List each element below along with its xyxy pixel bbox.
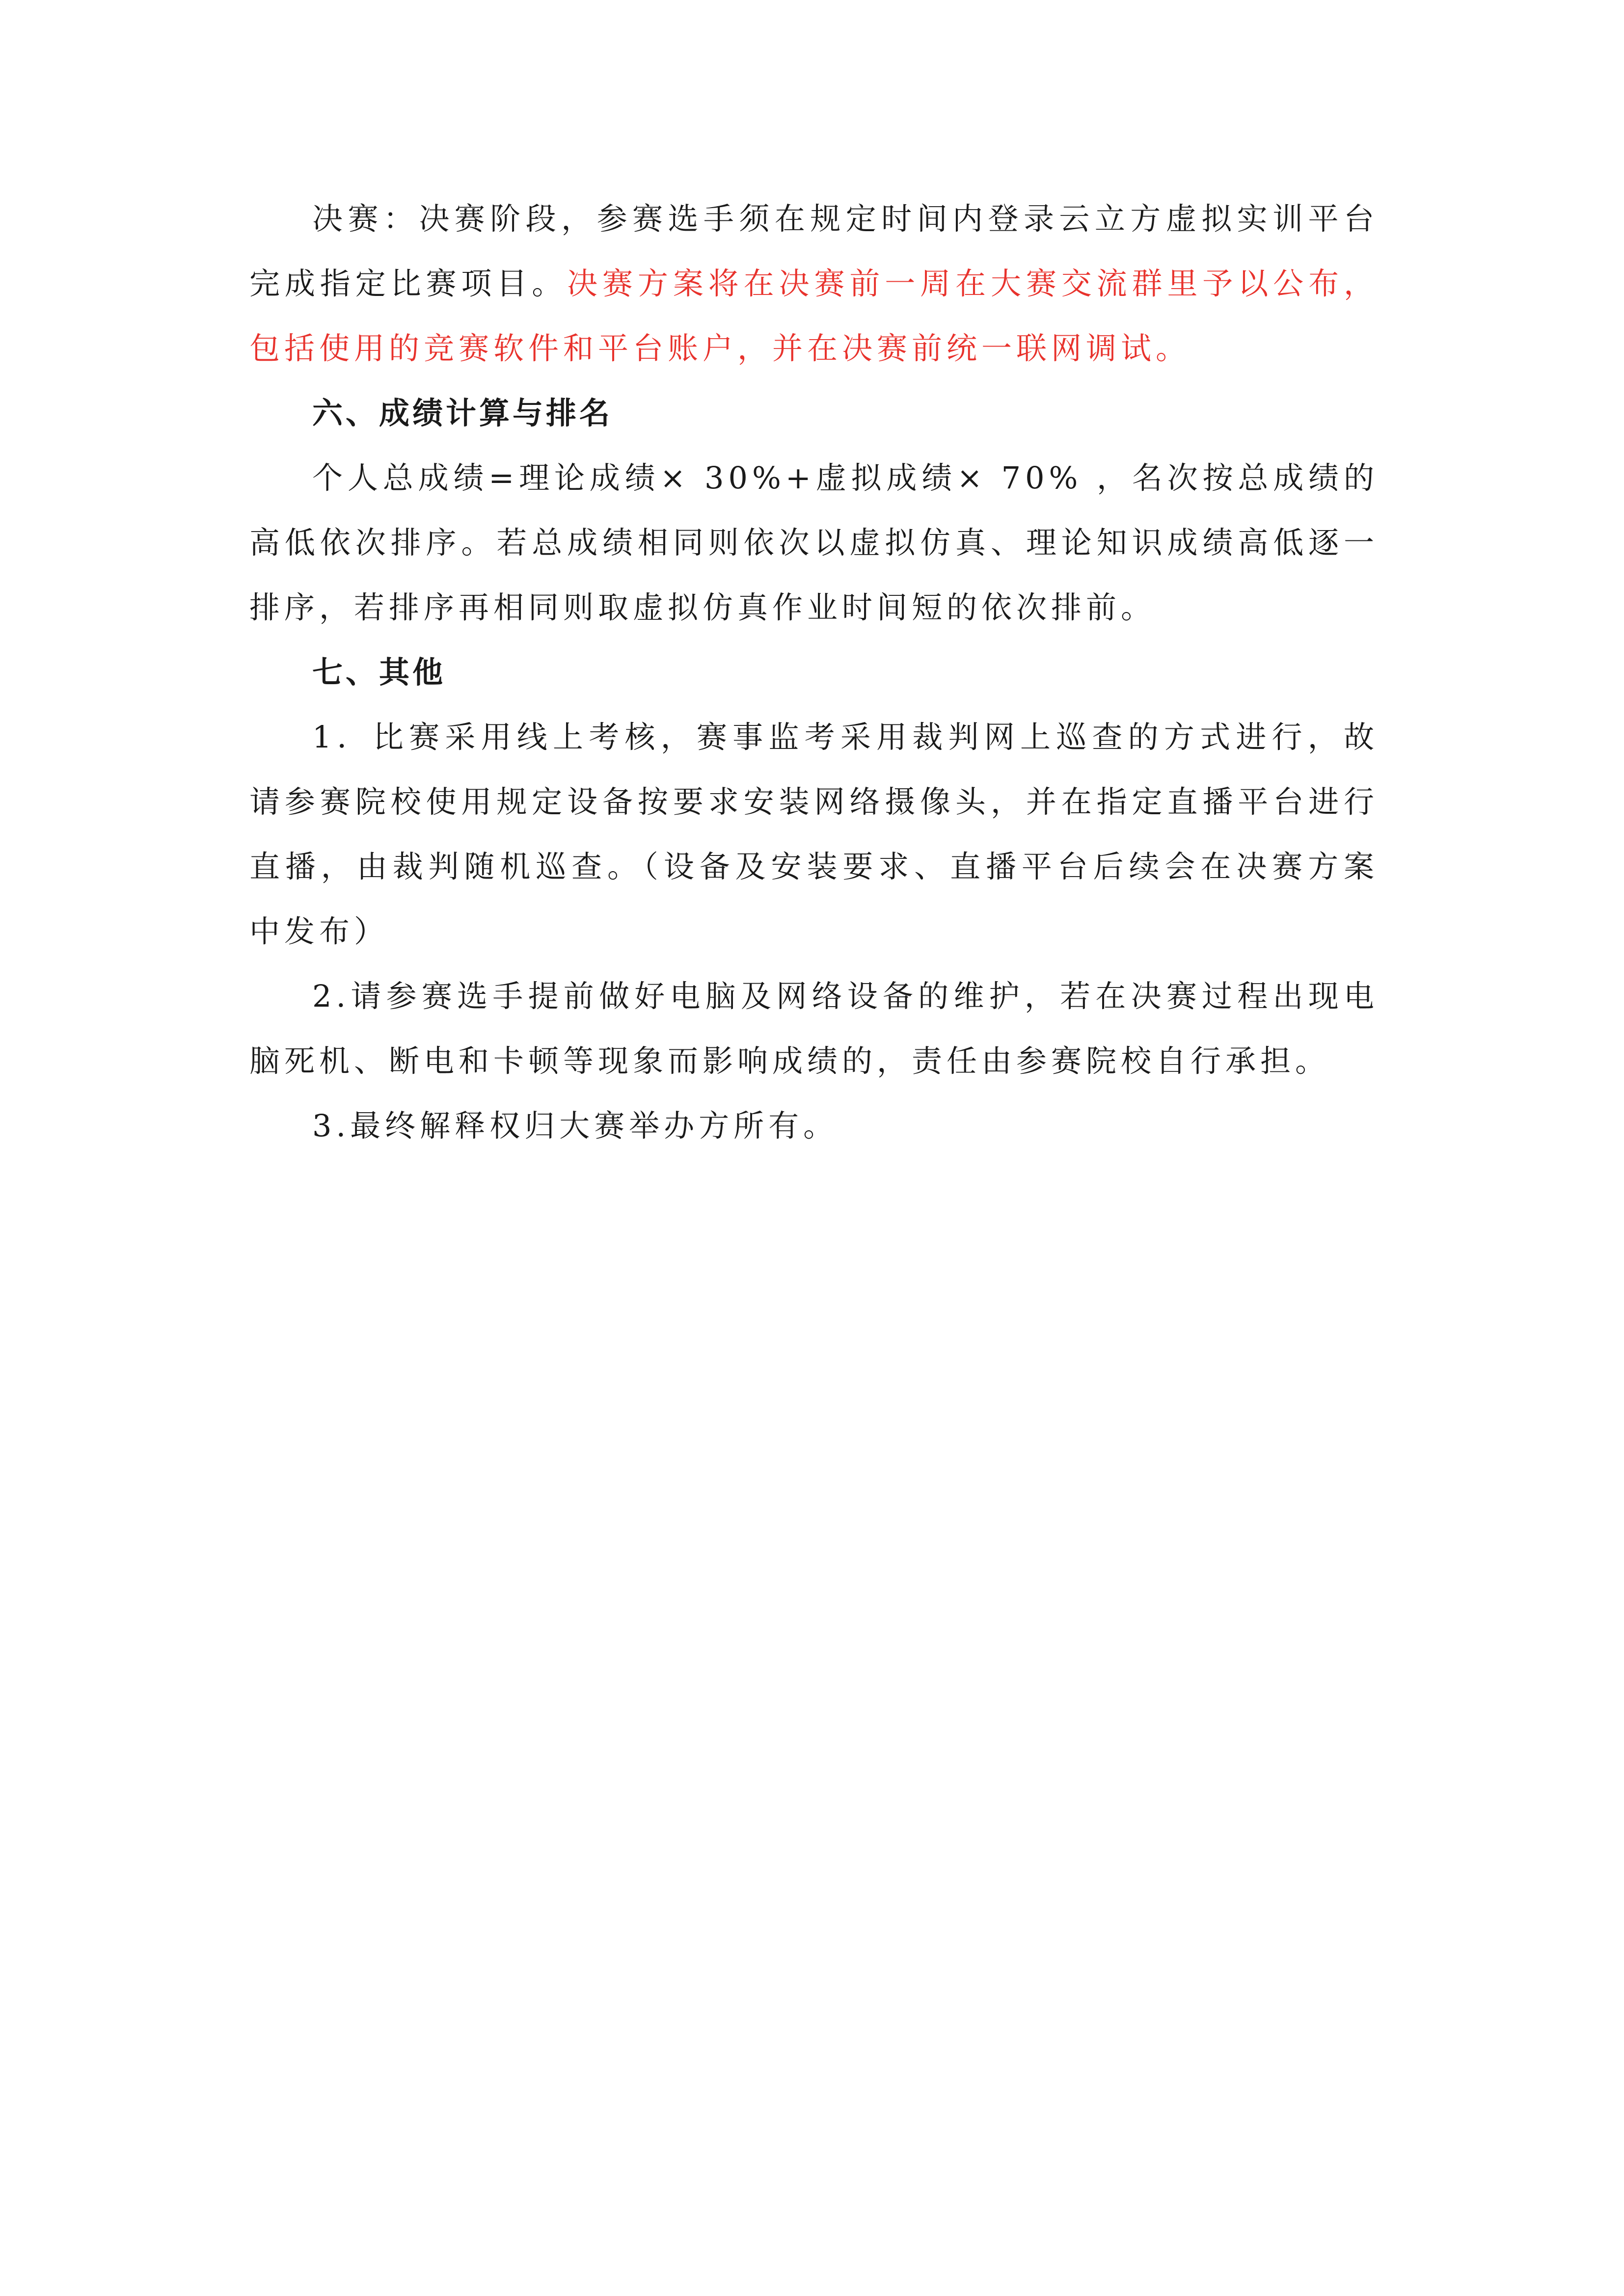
section-6-paragraph: 个人总成绩=理论成绩× 30%+虚拟成绩× 70% ，名次按总成绩的高低依次排序。若总成绩相同则依次以虚拟仿真、理论知识成绩高低逐一排序，若排序再相同则取虚拟仿真作业时间短的依次排前。 (249, 460, 1379, 625)
final-round-paragraph (249, 187, 1379, 381)
final-round-text: 决赛：决赛阶段，参赛选手须在规定时间内登录云立方虚拟实训平台完成指定比赛项目。 (249, 201, 1379, 301)
section-7-heading: 七、其他 (312, 654, 446, 690)
section-6-heading: 六、成绩计算与排名 (312, 395, 613, 431)
section-7-item-3: 3.最终解释权归大赛举办方所有。 (312, 1108, 839, 1144)
section-7-item-1: 1．比赛采用线上考核，赛事监考采用裁判网上巡查的方式进行，故请参赛院校使用规定设备按要求安装网络摄像头，并在指定直播平台进行直播，由裁判随机巡查。（设备及安装要求、直播平台后续会在决赛方案中发布） (249, 719, 1379, 949)
section-7-item-2: 2.请参赛选手提前做好电脑及网络设备的维护，若在决赛过程出现电脑死机、断电和卡顿等现象而影响成绩的，责任由参赛院校自行承担。 (249, 978, 1379, 1079)
final-round-highlight: 决赛方案将在决赛前一周在大赛交流群里予以公布，包括使用的竞赛软件和平台账户，并在决赛前统一联网调试。 (249, 266, 1379, 366)
document-body (249, 187, 1379, 1158)
